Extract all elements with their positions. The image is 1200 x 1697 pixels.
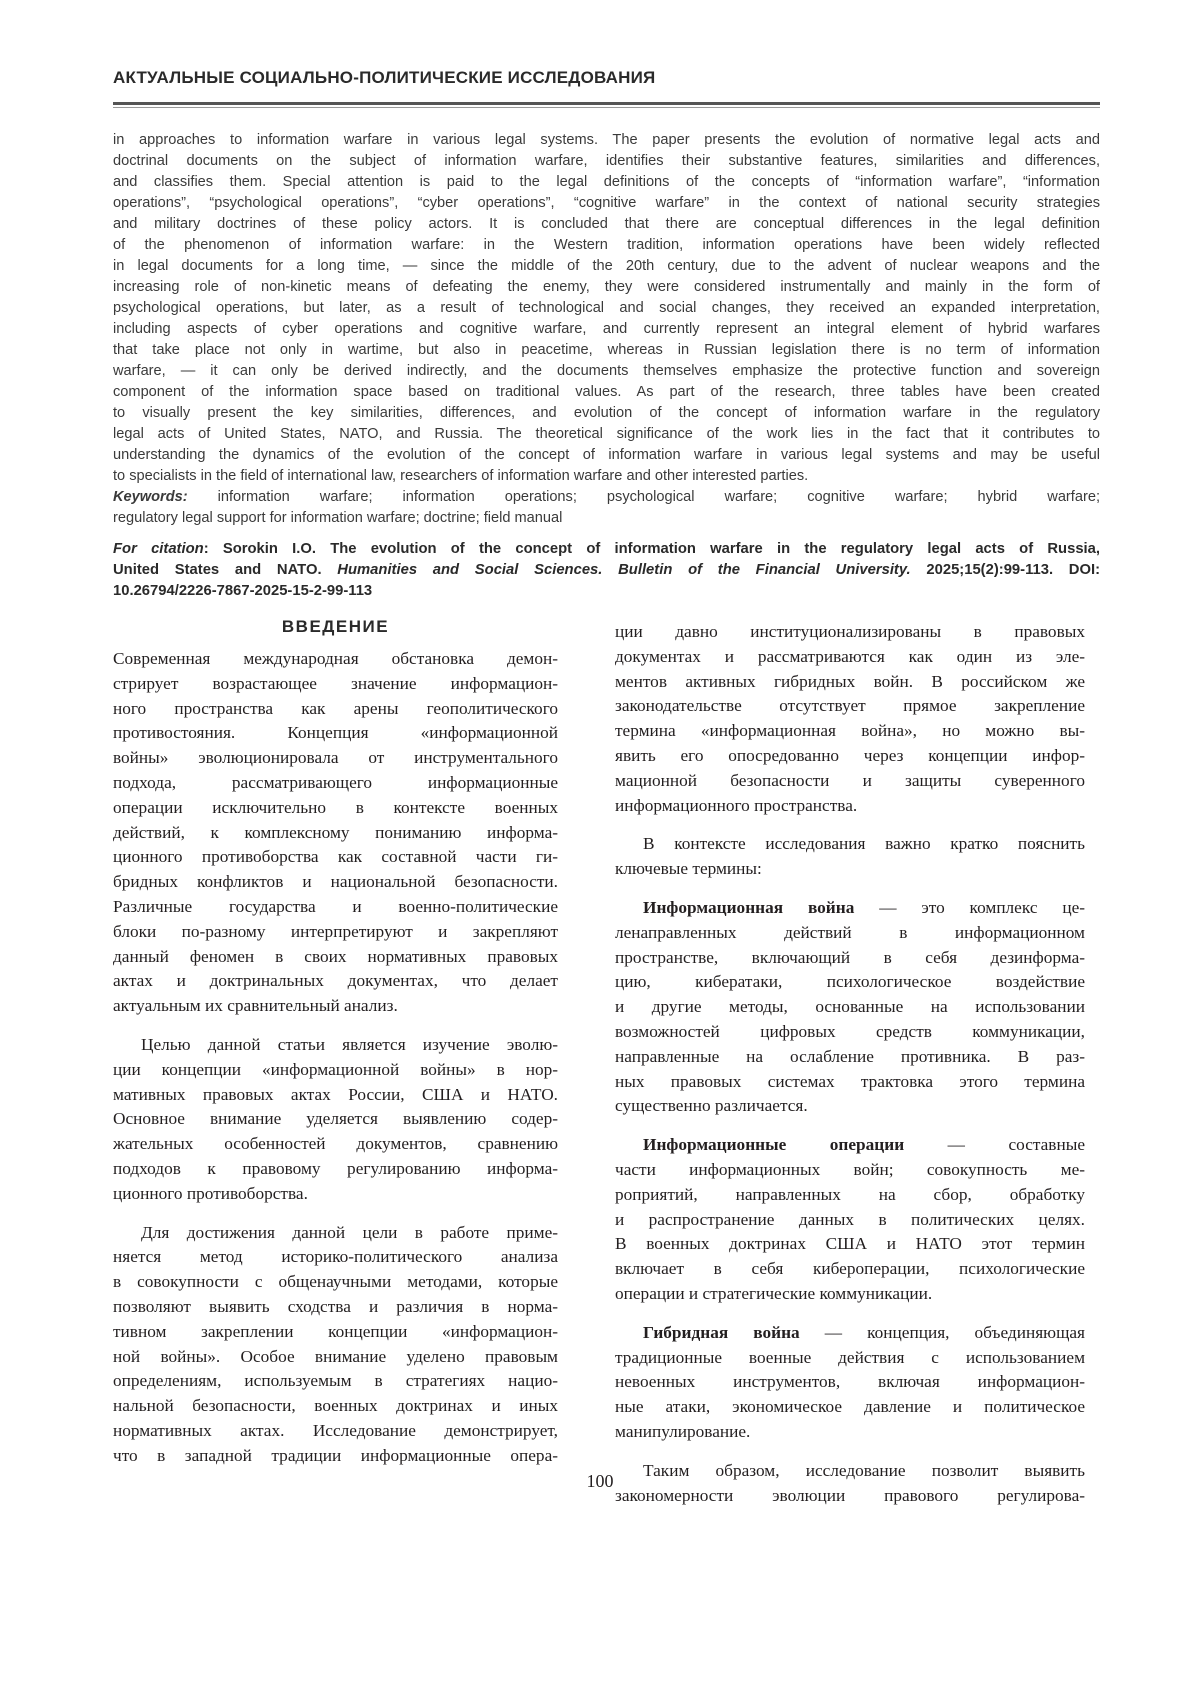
text-line: позволяют выявить сходства и различия в норма- [113,1295,558,1320]
text-line: ционного противоборства как составной части ги- [113,845,558,870]
text-line: ного пространства как арены геополитического [113,697,558,722]
text-line: направленные на ослабление противника. В раз- [615,1045,1085,1070]
text-line: традиционные военные действия с использованием [615,1346,1085,1371]
abstract-line: including aspects of cyber operations and cognitive warfare, and currently represent an integral element of hybrid warfares [113,319,1100,340]
abstract-line: in approaches to information warfare in various legal systems. The paper presents the evolution of normative legal acts and [113,130,1100,151]
right-column [615,620,1085,1522]
text-line: части информационных войн; совокупность ме- [615,1158,1085,1183]
text-line: войны» эволюционировала от инструментального [113,746,558,771]
citation-text: : Sorokin I.O. The evolution of the concept of information warfare in the regulatory legal acts of Russia, [204,541,1100,557]
text-line: и другие методы, основанные на использовании [615,995,1085,1020]
paragraph [615,896,1085,1119]
abstract-line: to visually present the key similarities, differences, and evolution of the concept of information warfare in the regulatory [113,403,1100,424]
paragraph [615,1133,1085,1307]
citation-doi: 10.26794/2226-7867-2025-15-2-99-113 [113,581,1100,602]
keywords-line [113,487,1100,508]
text-span: — составные [904,1135,1085,1154]
citation-text: United States and NATO. [113,562,337,578]
keywords-text: information warfare; information operations; psychological warfare; cognitive warfare; hybrid warfare; [188,489,1100,505]
text-line: законодательстве отсутствует прямое закрепление [615,694,1085,719]
paragraph [113,647,558,1019]
text-line: В военных доктринах США и НАТО этот термин [615,1232,1085,1257]
text-line: ционного противоборства. [113,1182,558,1207]
paragraph [113,1221,558,1469]
keywords-line-2: regulatory legal support for information warfare; doctrine; field manual [113,508,1100,529]
text-line: ной войны». Особое внимание уделено правовым [113,1345,558,1370]
text-line: возможностей цифровых средств коммуникации, [615,1020,1085,1045]
abstract-line: warfare, — it can only be derived indirectly, and the documents themselves emphasize the protective function and sovereign [113,361,1100,382]
text-line: ленаправленных действий в информационном [615,921,1085,946]
paragraph [615,620,1085,818]
abstract [113,130,1100,529]
text-line: закономерности эволюции правового регулирова- [615,1484,1085,1509]
text-line: ные атаки, экономическое давление и политическое [615,1395,1085,1420]
text-line: бридных конфликтов и национальной безопасности. [113,870,558,895]
text-span: — концепция, объединяющая [800,1323,1085,1342]
text-span: — это комплекс це- [854,898,1085,917]
abstract-line: and military doctrines of these policy actors. It is concluded that there are conceptual differences in the legal definition [113,214,1100,235]
text-line: существенно различается. [615,1094,1085,1119]
text-line: Для достижения данной цели в работе приме- [113,1221,558,1246]
text-line: Таким образом, исследование позволит выявить [615,1459,1085,1484]
citation [113,539,1100,602]
journal-section-header: АКТУАЛЬНЫЕ СОЦИАЛЬНО-ПОЛИТИЧЕСКИЕ ИССЛЕДОВАНИЯ [113,68,655,88]
text-line: операции исключительно в контексте военных [113,796,558,821]
abstract-line: increasing role of non-kinetic means of defeating the enemy, they were considered instrumentally and mainly in the form of [113,277,1100,298]
citation-journal: Humanities and Social Sciences. Bulletin of the Financial University. [337,562,910,578]
header-rule [113,102,1100,105]
text-line: роприятий, направленных на сбор, обработку [615,1183,1085,1208]
abstract-line: and classifies them. Special attention is paid to the legal definitions of the concepts of “information warfare”, “information [113,172,1100,193]
text-line: актах и доктринальных документах, что делает [113,969,558,994]
text-line: документах и рассматриваются как один из эле- [615,645,1085,670]
abstract-line: in legal documents for a long time, — since the middle of the 20th century, due to the advent of nuclear weapons and the [113,256,1100,277]
text-line: и распространение данных в политических целях. [615,1208,1085,1233]
text-line: невоенных инструментов, включая информацион- [615,1370,1085,1395]
section-heading: ВВЕДЕНИЕ [113,617,558,637]
abstract-line: component of the information space based on traditional values. As part of the research, three tables have been created [113,382,1100,403]
text-line: стрирует возрастающее значение информацион- [113,672,558,697]
text-line: мативных правовых актах России, США и НАТО. [113,1083,558,1108]
text-line: жательных особенностей документов, сравнению [113,1132,558,1157]
abstract-line: operations”, “psychological operations”, “cyber operations”, “cognitive warfare” in the context of national security strategies [113,193,1100,214]
text-line: явить его опосредованно через концепции инфор- [615,744,1085,769]
header-rule-thin [113,107,1100,108]
text-line: в совокупности с общенаучными методами, которые [113,1270,558,1295]
text-line: действий, к комплексному пониманию информа- [113,821,558,846]
text-line: нальной безопасности, военных доктринах и иных [113,1394,558,1419]
text-line: ных правовых системах трактовка этого термина [615,1070,1085,1095]
text-line: Целью данной статьи является изучение эволю- [113,1033,558,1058]
citation-text: 2025;15(2):99-113. DOI: [911,562,1100,578]
text-line: ции концепции «информационной войны» в нор- [113,1058,558,1083]
text-line: блоки по-разному интерпретируют и закрепляют [113,920,558,945]
text-line: определениям, используемым в стратегиях нацио- [113,1369,558,1394]
text-line: тивном закреплении концепции «информацион- [113,1320,558,1345]
defined-term: Информационная война [643,898,854,917]
text-line: Различные государства и военно-политические [113,895,558,920]
abstract-line: psychological operations, but later, as a result of technological and social changes, they received an expanded interpretation, [113,298,1100,319]
text-line: нормативных актах. Исследование демонстрирует, [113,1419,558,1444]
text-line: операции и стратегические коммуникации. [615,1282,1085,1307]
abstract-line: of the phenomenon of information warfare: in the Western tradition, information operations have been widely reflected [113,235,1100,256]
text-line: ключевые термины: [615,857,1085,882]
text-line: Современная международная обстановка демон- [113,647,558,672]
abstract-line: legal acts of United States, NATO, and Russia. The theoretical significance of the work lies in the fact that it contributes to [113,424,1100,445]
abstract-line: that take place not only in wartime, but also in peacetime, whereas in Russian legislation there is no term of information [113,340,1100,361]
text-line: пространстве, включающий в себя дезинформа- [615,946,1085,971]
page-number: 100 [0,1471,1200,1492]
text-line: что в западной традиции информационные опера- [113,1444,558,1469]
text-line: термина «информационная война», но можно вы- [615,719,1085,744]
defined-term: Гибридная война [643,1323,800,1342]
text-line: противостояния. Концепция «информационной [113,721,558,746]
text-line [615,1321,1085,1346]
text-line: подхода, рассматривающего информационные [113,771,558,796]
text-line: актуальным их сравнительный анализ. [113,994,558,1019]
abstract-line: understanding the dynamics of the evolution of the concept of information warfare in various legal systems and may be useful [113,445,1100,466]
paragraph [615,832,1085,882]
text-line [615,896,1085,921]
text-line: няется метод историко-политического анализа [113,1245,558,1270]
text-line: мационной безопасности и защиты суверенного [615,769,1085,794]
text-line [615,1133,1085,1158]
text-line: цию, кибератаки, психологическое воздействие [615,970,1085,995]
text-line: В контексте исследования важно кратко пояснить [615,832,1085,857]
text-line: ментов активных гибридных войн. В российском же [615,670,1085,695]
text-line: информационного пространства. [615,794,1085,819]
abstract-lines [113,130,1100,487]
citation-label: For citation [113,541,204,557]
text-line: Основное внимание уделяется выявлению содер- [113,1107,558,1132]
defined-term: Информационные операции [643,1135,904,1154]
text-line: включает в себя кибероперации, психологические [615,1257,1085,1282]
text-line: подходов к правовому регулированию информа- [113,1157,558,1182]
keywords-label: Keywords: [113,489,188,505]
text-line: манипулирование. [615,1420,1085,1445]
paragraph [113,1033,558,1207]
paragraph [615,1321,1085,1445]
abstract-line: to specialists in the field of international law, researchers of information warfare and other interested parties. [113,466,1100,487]
text-line: ции давно институционализированы в правовых [615,620,1085,645]
abstract-line: doctrinal documents on the subject of information warfare, identifies their substantive features, similarities and differences, [113,151,1100,172]
left-column [113,647,558,1483]
text-line: данный феномен в своих нормативных правовых [113,945,558,970]
